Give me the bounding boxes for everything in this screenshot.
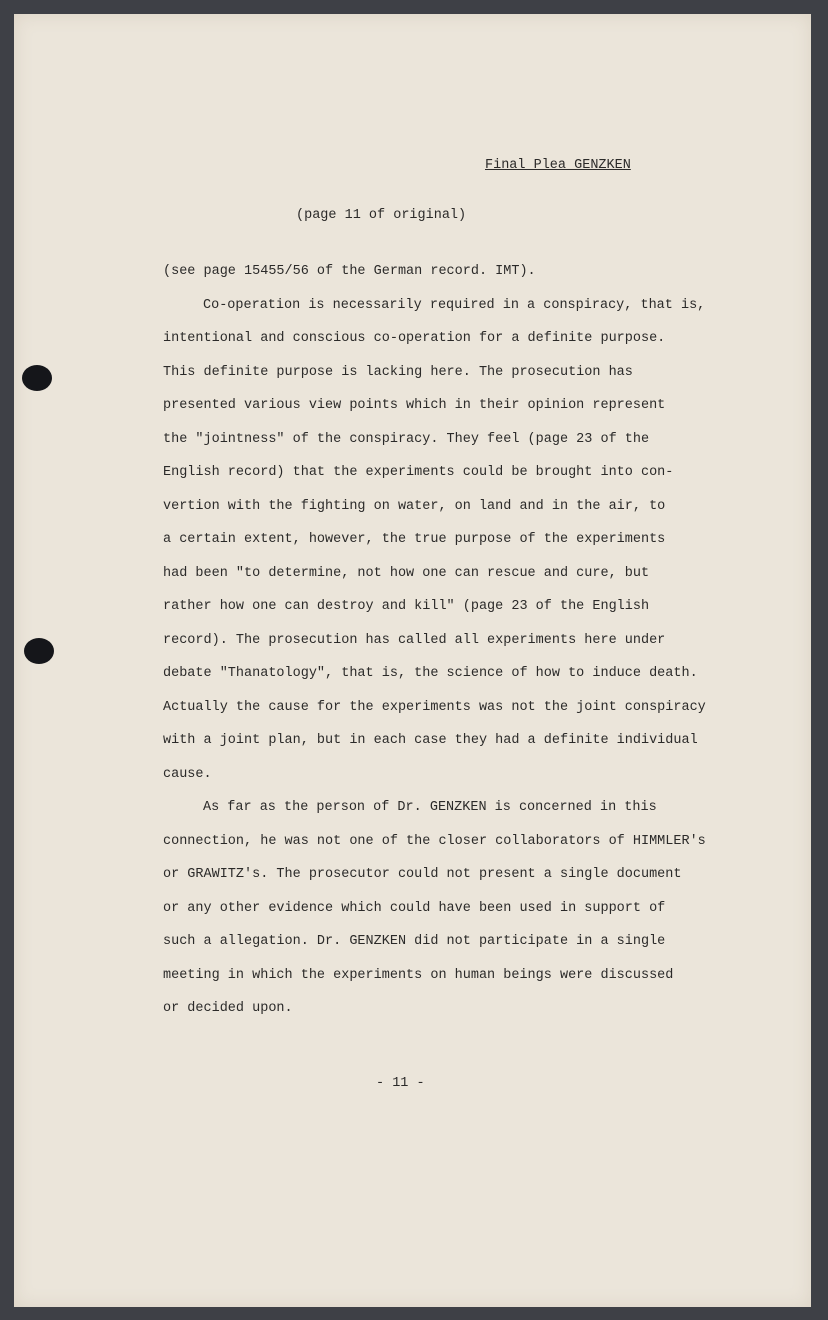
text-line: record). The prosecution has called all experiments here under (163, 632, 666, 648)
text-line: such a allegation. Dr. GENZKEN did not participate in a single (163, 934, 666, 949)
text-line: This definite purpose is lacking here. The prosecution has (163, 364, 633, 380)
text-line: debate "Thanatology", that is, the science of how to induce death. (163, 666, 698, 681)
text-line: intentional and conscious co-operation for a definite purpose. (163, 331, 666, 346)
text-line: (see page 15455/56 of the German record. IMT). (163, 264, 536, 279)
text-line: or any other evidence which could have been used in support of (163, 900, 666, 916)
text-line: As far as the person of Dr. GENZKEN is concerned in this (203, 800, 657, 815)
text-line: connection, he was not one of the closer collaborators of HIMMLER's (163, 833, 706, 849)
text-line: or decided upon. (163, 1001, 293, 1016)
text-line: meeting in which the experiments on human beings were discussed (163, 967, 674, 983)
page-number: - 11 - (376, 1076, 425, 1091)
text-line: Actually the cause for the experiments was not the joint conspiracy (163, 699, 706, 715)
punch-hole (22, 365, 52, 391)
punch-hole (24, 638, 54, 664)
page-reference: (page 11 of original) (296, 208, 467, 223)
text-line: presented various view points which in their opinion represent (163, 398, 666, 413)
text-line: a certain extent, however, the true purpose of the experiments (163, 532, 666, 547)
text-line: had been "to determine, not how one can rescue and cure, but (163, 565, 650, 581)
text-line: cause. (163, 766, 212, 782)
text-line: with a joint plan, but in each case they had a definite individual (163, 733, 698, 748)
text-line: Co-operation is necessarily required in a conspiracy, that is, (203, 297, 706, 313)
document-header: Final Plea GENZKEN (485, 158, 631, 173)
text-line: English record) that the experiments could be brought into con- (163, 465, 674, 480)
text-line: vertion with the fighting on water, on land and in the air, to (163, 498, 666, 514)
text-line: or GRAWITZ's. The prosecutor could not present a single document (163, 867, 682, 882)
text-line: the "jointness" of the conspiracy. They feel (page 23 of the (163, 431, 650, 447)
document-body (163, 255, 753, 1026)
text-line: rather how one can destroy and kill" (page 23 of the English (163, 599, 650, 614)
